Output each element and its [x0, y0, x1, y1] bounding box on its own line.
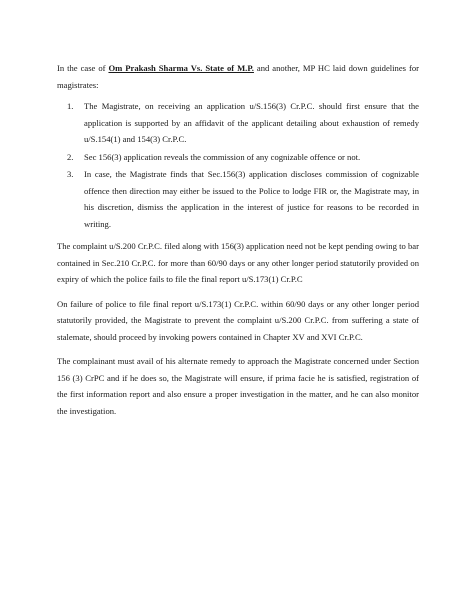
guideline-number: 2.: [67, 151, 74, 162]
guideline-item: [57, 98, 419, 148]
intro-text-before: In the case of: [57, 63, 109, 73]
intro-paragraph: [57, 60, 419, 93]
guideline-number: 1.: [67, 101, 74, 111]
guideline-item: [57, 166, 419, 232]
intro-text-after: and another, MP HC laid down guidelines for magistrates:: [57, 63, 419, 90]
body-paragraph: The complainant must avail of his alternate remedy to approach the Magistrate concerned under Section 156 (3) CrPC and if he does so, the Magistrate will ensure, if prima facie he is satisfied, registration of the first information report and also ensure a proper investigation in the matter, and he can also monitor the investigation.: [57, 356, 419, 416]
body-paragraph: The complaint u/S.200 Cr.P.C. filed along with 156(3) application need not be kept pending owing to bar contained in Sec.210 Cr.P.C. for more than 60/90 days or any other longer period statutorily provided on expiry of which the police fails to file the final report u/S.173(1) Cr.P.C: [57, 241, 419, 284]
document-body: [57, 60, 419, 427]
case-name: Om Prakash Sharma Vs. State of M.P.: [108, 63, 254, 73]
guideline-text: Sec 156(3) application reveals the commission of any cognizable offence or not.: [84, 151, 361, 162]
guideline-item: [57, 149, 419, 166]
guidelines-list: [57, 98, 419, 232]
guideline-text: The Magistrate, on receiving an application u/S.156(3) Cr.P.C. should first ensure that the application is supported by an affidavit of the applicant detailing about exhaustion of remedy u/S.154(1) and 154(3) Cr.P.C.: [84, 101, 419, 144]
guideline-number: 3.: [67, 169, 74, 179]
body-paragraph: On failure of police to file final report u/S.173(1) Cr.P.C. within 60/90 days or any other longer period statutorily provided, the Magistrate to prevent the complaint u/S.200 Cr.P.C. from suffering a state of stalemate, should proceed by invoking powers contained in Chapter XV and XVI Cr.P.C.: [57, 298, 419, 342]
guideline-text: In case, the Magistrate finds that Sec.156(3) application discloses commission of cognizable offence then direction may either be issued to the Police to lodge FIR or, the Magistrate may, in his discretion, dismiss the application in the interest of justice for reasons to be recorded in writing.: [84, 169, 419, 229]
